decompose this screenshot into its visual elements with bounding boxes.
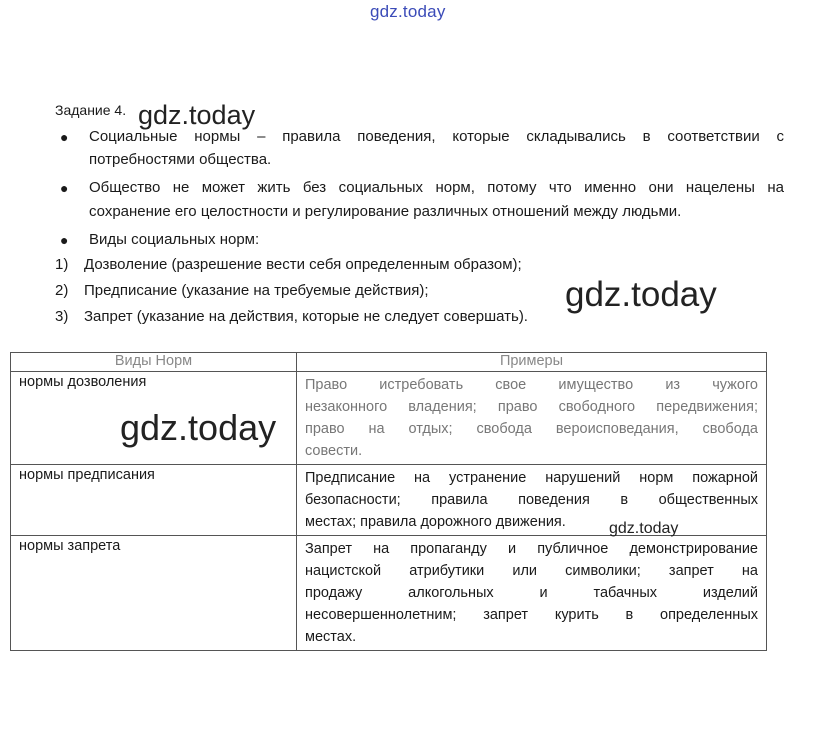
header-examples: Примеры — [297, 353, 767, 372]
norm-type-cell: нормы предписания — [11, 465, 297, 536]
bullet-icon: ● — [60, 129, 69, 145]
example-line: несовершеннолетним; запрет курить в определенных — [305, 607, 758, 623]
norm-type-cell: нормы запрета — [11, 536, 297, 651]
examples-cell — [297, 465, 767, 536]
watermark: gdz.today — [565, 275, 717, 314]
numbered-marker: 2) — [55, 282, 69, 299]
numbered-item: Дозволение (разрешение вести себя определенным образом); — [84, 256, 522, 273]
watermark: gdz.today — [138, 100, 256, 130]
watermark: gdz.today — [120, 407, 277, 448]
numbered-item: Предписание (указание на требуемые действия); — [84, 282, 429, 299]
header-norm-types: Виды Норм — [11, 353, 297, 372]
point-1-line-2: потребностями общества. — [89, 151, 272, 168]
point-2-line-2: сохранение его целостности и регулирование различных отношений между людьми. — [89, 203, 682, 220]
example-line: Запрет на пропаганду и публичное демонстрирование — [305, 541, 758, 557]
examples-cell — [297, 536, 767, 651]
example-line: право на отдых; свобода вероисповедания, свобода — [305, 421, 758, 437]
numbered-marker: 3) — [55, 308, 69, 325]
task-title: Задание 4. — [55, 102, 127, 118]
table-header-row — [11, 353, 767, 372]
example-line: местах; правила дорожного движения. — [305, 514, 566, 530]
example-line: нацистской атрибутики или символики; запрет на — [305, 563, 758, 579]
table-row — [11, 536, 767, 651]
example-line: Предписание на устранение нарушений норм пожарной — [305, 470, 758, 486]
norms-table — [10, 352, 767, 651]
point-2-line-1: Общество не может жить без социальных норм, потому что именно они нацелены на — [89, 179, 784, 196]
norm-type-cell: нормы дозволения — [11, 372, 297, 465]
numbered-marker: 1) — [55, 256, 69, 273]
example-line: Право истребовать свое имущество из чужого — [305, 377, 758, 393]
example-line: совести. — [305, 443, 363, 459]
watermark: gdz.today — [370, 2, 446, 21]
bullet-icon: ● — [60, 232, 69, 248]
example-line: продажу алкогольных и табачных изделий — [305, 585, 758, 601]
example-line: незаконного владения; право свободного передвижения; — [305, 399, 758, 415]
watermark: gdz.today — [609, 520, 679, 537]
example-line: местах. — [305, 629, 357, 645]
point-1-line-1: Социальные нормы – правила поведения, которые складывались в соответствии с — [89, 128, 784, 145]
point-3-line-1: Виды социальных норм: — [89, 231, 260, 248]
examples-cell — [297, 372, 767, 465]
numbered-item: Запрет (указание на действия, которые не следует совершать). — [84, 308, 528, 325]
example-line: безопасности; правила поведения в общественных — [305, 492, 758, 508]
bullet-icon: ● — [60, 180, 69, 196]
